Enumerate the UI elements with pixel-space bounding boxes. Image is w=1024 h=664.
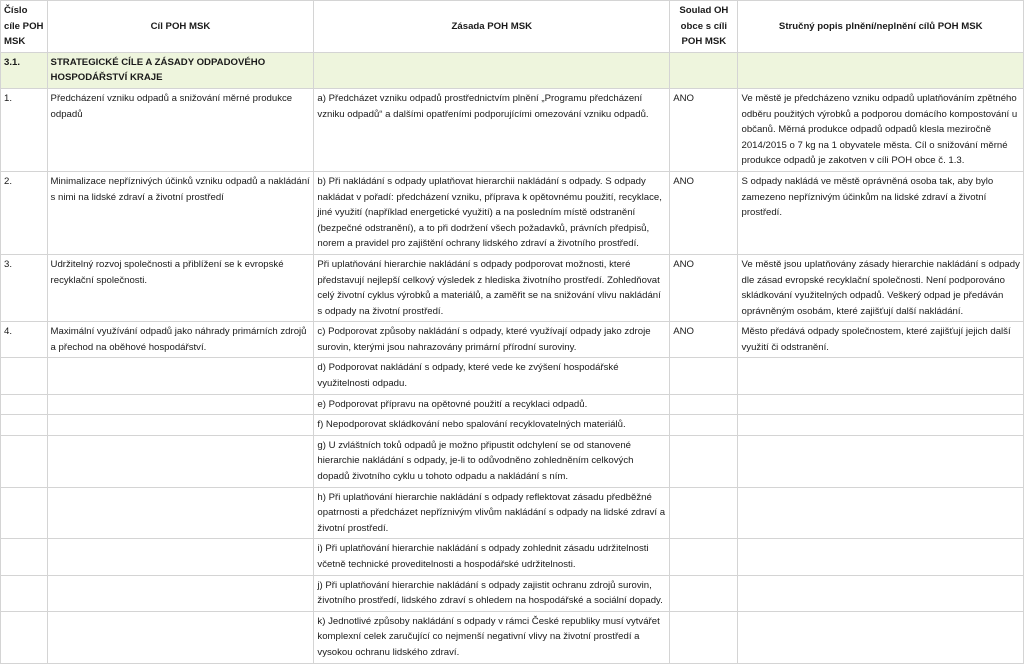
goal-number-cell: 3. [1, 254, 48, 321]
goal-cell [47, 487, 314, 539]
description-cell: Ve městě je předcházeno vzniku odpadů uplatňováním zpětného odběru použitých výrobků a podporou domácího kompostování u občanů. Měrná produkce odpadů odpadů klesla meziročně 2014/2015 o 7 kg na 1 obyvatele města. Cíl o snižování měrné produkce odpadů je zakotven v cíli POH obce č. 1.3. [738, 88, 1024, 171]
compliance-cell: ANO [670, 322, 738, 358]
goal-cell: Maximální využívání odpadů jako náhrady primárních zdrojů a přechod na oběhové hospodářství. [47, 322, 314, 358]
principle-cell: d) Podporovat nakládání s odpady, které vede ke zvýšení hospodářské využitelnosti odpadu. [314, 358, 670, 394]
principle-cell: i) Při uplatňování hierarchie nakládání s odpady zohlednit zásadu udržitelnosti včetně technické proveditelnosti a hospodářské udržitelnosti. [314, 539, 670, 575]
goal-cell [47, 539, 314, 575]
description-cell [738, 539, 1024, 575]
principle-cell: h) Při uplatňování hierarchie nakládání s odpady reflektovat zásadu předběžné opatrnosti a předcházet nepříznivým vlivům nakládání s odpady na lidské zdraví a životní prostředí. [314, 487, 670, 539]
table-row [1, 415, 1024, 436]
goal-number-cell [1, 435, 48, 487]
goal-number-cell [1, 575, 48, 611]
description-cell [738, 394, 1024, 415]
principle-cell: c) Podporovat způsoby nakládání s odpady, které využívají odpady jako zdroje surovin, kterými jsou nahrazovány primární přírodní suroviny. [314, 322, 670, 358]
goal-number-cell: 2. [1, 171, 48, 254]
goal-number-cell [1, 394, 48, 415]
compliance-cell: ANO [670, 254, 738, 321]
goal-cell: Udržitelný rozvoj společnosti a přiblížení se k evropské recyklační společnosti. [47, 254, 314, 321]
compliance-cell [670, 575, 738, 611]
section-title: STRATEGICKÉ CÍLE A ZÁSADY ODPADOVÉHO HOSPODÁŘSTVÍ KRAJE [47, 52, 314, 88]
table-row [1, 358, 1024, 394]
goal-number-cell [1, 358, 48, 394]
table-row [1, 487, 1024, 539]
description-cell [738, 415, 1024, 436]
principle-cell: g) U zvláštních toků odpadů je možno připustit odchylení se od stanovené hierarchie nakládání s odpady, je-li to odůvodněno zohledněním celkových dopadů životního cyklu u tohoto odpadu a nakládání s ním. [314, 435, 670, 487]
table-row [1, 539, 1024, 575]
principle-cell: k) Jednotlivé způsoby nakládání s odpady v rámci České republiky musí vytvářet komplexní celek zaručující co nejmenší negativní vlivy na životní prostředí a vysokou ochranu lidského zdraví. [314, 611, 670, 663]
goal-cell [47, 394, 314, 415]
goal-number-cell [1, 415, 48, 436]
compliance-cell [670, 611, 738, 663]
section-row [1, 52, 1024, 88]
goal-number-cell [1, 539, 48, 575]
compliance-cell [670, 415, 738, 436]
table-row [1, 171, 1024, 254]
compliance-cell: ANO [670, 88, 738, 171]
compliance-cell [670, 539, 738, 575]
table-row [1, 88, 1024, 171]
header-goal: Cíl POH MSK [47, 1, 314, 53]
table-row [1, 435, 1024, 487]
principle-cell: f) Nepodporovat skládkování nebo spalování recyklovatelných materiálů. [314, 415, 670, 436]
principle-cell: a) Předcházet vzniku odpadů prostřednictvím plnění „Programu předcházení vzniku odpadů“ a dalšími opatřeními podporujícími omezování vzniku odpadů. [314, 88, 670, 171]
compliance-cell [670, 435, 738, 487]
header-goal-number: Číslo cíle POH MSK [1, 1, 48, 53]
goal-cell [47, 415, 314, 436]
principle-cell: e) Podporovat přípravu na opětovné použití a recyklaci odpadů. [314, 394, 670, 415]
description-cell [738, 358, 1024, 394]
description-cell [738, 611, 1024, 663]
principle-cell: Při uplatňování hierarchie nakládání s odpady podporovat možnosti, které představují nejlepší celkový výsledek z hlediska životního prostředí. Zohledňovat celý životní cyklus výrobků a materiálů, a zaměřit se na snižování vlivu nakládání s odpady na životní prostředí. [314, 254, 670, 321]
goal-cell [47, 358, 314, 394]
header-compliance: Soulad OH obce s cíli POH MSK [670, 1, 738, 53]
compliance-cell: ANO [670, 171, 738, 254]
description-cell [738, 575, 1024, 611]
description-cell [738, 435, 1024, 487]
table-row [1, 254, 1024, 321]
goal-cell [47, 435, 314, 487]
description-cell [738, 487, 1024, 539]
goal-cell: Minimalizace nepříznivých účinků vzniku odpadů a nakládání s nimi na lidské zdraví a životní prostředí [47, 171, 314, 254]
goal-cell: Předcházení vzniku odpadů a snižování měrné produkce odpadů [47, 88, 314, 171]
description-cell: Ve městě jsou uplatňovány zásady hierarchie nakládání s odpady dle zásad evropské recyklační společnosti. Není podporováno skládkování využitelných odpadů. Veškerý odpad je předáván oprávněným osobám, které zajišťují další nakládání. [738, 254, 1024, 321]
goal-cell [47, 575, 314, 611]
table-row [1, 611, 1024, 663]
header-principle: Zásada POH MSK [314, 1, 670, 53]
compliance-cell [670, 487, 738, 539]
compliance-cell [670, 358, 738, 394]
goal-number-cell [1, 611, 48, 663]
table-row [1, 575, 1024, 611]
goal-cell [47, 611, 314, 663]
description-cell: S odpady nakládá ve městě oprávněná osoba tak, aby bylo zamezeno nepříznivým účinkům na lidské zdraví a životní prostředí. [738, 171, 1024, 254]
goal-number-cell: 4. [1, 322, 48, 358]
header-description: Stručný popis plnění/neplnění cílů POH MSK [738, 1, 1024, 53]
goal-number-cell [1, 487, 48, 539]
section-number: 3.1. [1, 52, 48, 88]
table-row [1, 322, 1024, 358]
principle-cell: b) Při nakládání s odpady uplatňovat hierarchii nakládání s odpady. S odpady nakládat v pořadí: předcházení vzniku, příprava k opětovnému použití, recyklace, jiné využití (například energetické využití) a na posledním místě odstranění (bezpečné odstranění), a to při dodržení všech požadavků, právních předpisů, norem a pravidel pro zajištění ochrany lidského zdraví a životního prostředí. [314, 171, 670, 254]
header-row [1, 1, 1024, 53]
principle-cell: j) Při uplatňování hierarchie nakládání s odpady zajistit ochranu zdrojů surovin, životního prostředí, lidského zdraví s ohledem na hospodářské a sociální dopady. [314, 575, 670, 611]
compliance-cell [670, 394, 738, 415]
table-row [1, 394, 1024, 415]
description-cell: Město předává odpady společnostem, které zajišťují jejich další využití či odstranění. [738, 322, 1024, 358]
goal-number-cell: 1. [1, 88, 48, 171]
